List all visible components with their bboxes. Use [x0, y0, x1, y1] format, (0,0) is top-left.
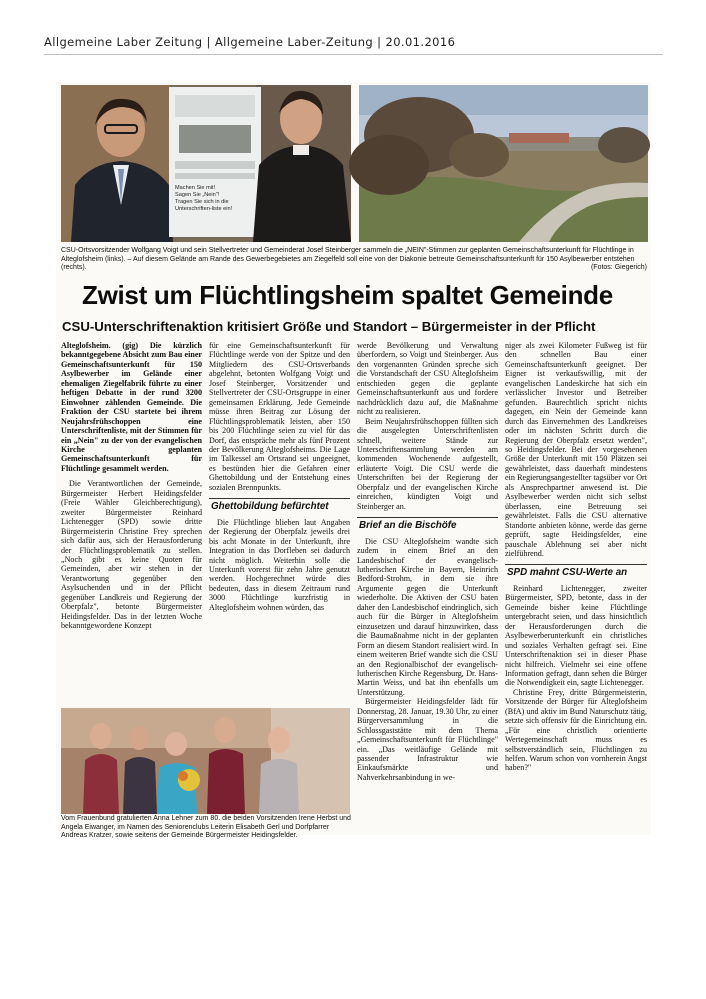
photo-building-site: [359, 85, 648, 242]
photo-birthday-group: [61, 708, 350, 814]
photo-caption-top-text: CSU-Ortsvorsitzender Wolfgang Voigt und sein Stellvertreter und Gemeinderat Josef Steinberger sammeln die „NEIN"-Stimmen zur geplanten Gemeinschaftsunterkunft für Flüchtlinge in Alteglofsheim (links). – Auf diesem Gelände am Rande des Gewerbegebietes am Ziegelfeld soll eine von der Diakonie betreute Gemeinschaftsunterkunft für 150 Asylbewerber entstehen (rechts).: [61, 247, 635, 272]
article-column-4: [505, 341, 647, 831]
photo-caption-top: [61, 247, 647, 273]
section-heading: Ghettobildung befürchtet: [209, 498, 350, 513]
photo-csu-politicians-graphic: [61, 85, 351, 242]
poster-line: Sagen Sie „Nein"!: [175, 192, 220, 198]
photo-credit: (Fotos: Giegerich): [590, 264, 647, 272]
section-heading: Brief an die Bischöfe: [357, 517, 498, 532]
page-header: Allgemeine Laber Zeitung | Allgemeine Laber-Zeitung | 20.01.2016: [44, 35, 456, 49]
article-paragraph: Die Flüchtlinge blieben laut Angaben der Regierung der Oberpfalz jeweils drei bis acht Monate in der Unterkunft, ihre Integration in das Dorfleben sei dadurch nicht möglich. Weiterhin solle die Unterkunft vorerst für zehn Jahre genutzt werden. Hochgerechnet würde dies bedeuten, dass in diesem Zeitraum rund 3000 Flüchtlinge kurzfristig in Alteglofsheim wohnen würden, das: [209, 517, 350, 612]
newspaper-clipping: [56, 82, 651, 840]
photo-csu-politicians: [61, 85, 351, 242]
article-lead: Alteglofsheim. (gig) Die kürzlich bekanntgegebene Absicht zum Bau einer Gemeinschaftsunterkunft für 150 Asylbewerber im Gelände einer ehemaligen Ziegelfabrik führte zu einer heftigen Debatte in der rund 3200 Einwohner zählenden Gemeinde. Die Fraktion der CSU startete bei ihrem Neujahrsfrühschoppen eine Unterschriftenliste, mit der Stimmen für ein „Nein" zu der von der evangelischen Kirche geplanten Gemeinschaftsunterkunft für Flüchtlinge gesammelt werden.: [61, 341, 202, 473]
article-paragraph: Die CSU Alteglofsheim wandte sich zudem in einem Brief an den Landesbischof der evangelisch-lutherischen Kirche in Bayern, Heinrich Bedford-Strohm, in dem sie ihre Argumente gegen die Unterkunft wiederholte. Die Aktiven der CSU baten daher den Landesbischof eindringlich, sich auch für die Bürger in Alteglofsheim einzusetzen und darauf hinzuwirken, dass die Baumaßnahme nicht in der geplanten Form an diesem Standort realisiert wird. In einem weiteren Brief wandte sich die CSU an den Regionalbischof der evangelisch-lutherischen Kirche Regensburg, Dr. Hans-Martin Weiss, und bat ihn ebenfalls um Unterstützung.: [357, 536, 498, 697]
article-paragraph: Bürgermeister Heidingsfelder lädt für Donnerstag, 28. Januar, 19.30 Uhr, zu einer Bürgerversammlung in die Schlossgaststätte mit dem Thema „Gemeinschaftsunterkunft für Flüchtlinge" ein. „Das weitläufige Gelände mit passender Infrastruktur wie Einkaufsmärkte und Nahverkehrsanbindung in we-: [357, 697, 498, 782]
article-paragraph: für eine Gemeinschaftsunterkunft für Flüchtlinge werde von der Spitze und den Mitgliedern des CSU-Ortsverbands abgelehnt, betonten Wolfgang Voigt und Josef Steinberger, Vorsitzender und Stellvertreter der CSU-Ortsgruppe in einer gemeinsamen Erklärung. Jede Gemeinde müsse ihren Beitrag zur Lösung der Flüchtlingsproblematik leisten, aber 150 bis 200 Flüchtlinge seien zu viel für das Dorf, das entspräche mehr als fünf Prozent der Bevölkerung Alteglofsheims. Die Lage im Talkessel am Ortsrand sei ungeeignet, es bestünden hier die Gefahren einer Ghettobildung und der Entstehung eines sozialen Brennpunkts.: [209, 341, 350, 492]
article-headline: Zwist um Flüchtlingsheim spaltet Gemeinde: [82, 280, 613, 310]
poster-line: Tragen Sie sich in die Unterschriften-liste ein!: [175, 199, 233, 212]
poster-line: Machen Sie mit!: [175, 185, 216, 191]
article-column-1: [61, 341, 202, 699]
article-paragraph: niger als zwei Kilometer Fußweg ist für den schnellen Bau einer Gemeinschaftsunterkunft geeignet. Der Eigner ist verkaufswillig, mit der evangelischen Landeskirche hat sich ein verlässlicher Investor und Betreiber gefunden. Baurechtlich spricht nichts dagegen, ein Nein der Gemeinde kann durch das Einvernehmen des Landkreises oder im nächsten Schritt durch die Regierung der Oberpfalz ersetzt werden", so Heidingsfelder. Bei der vorgesehenen Größe der Unterkunft mit 150 Plätzen sei gewährleistet, dass dauerhaft mindestens ein Regierungsangestellter tagsüber vor Ort als Ansprechpartner anwesend ist. Die Asylbewerber werden nicht sich selbst überlassen, eine Betreuung sei gewährleistet. Falls die CSU alternative Standorte anbieten könne, werde das gerne geprüft, sagte Heidingsfelder, eine pauschale Ablehnung sei aber nicht zielführend.: [505, 341, 647, 558]
article-paragraph: werde Bevölkerung und Verwaltung überfordern, so Voigt und Steinberger. Aus den vorgenannten Gründen spreche sich die Vorstandschaft der CSU Alteglofsheim entschieden gegen die geplante Gemeinschaftsunterkunft aus und fordere nachdrücklich dazu auf, die Maßnahme nicht zu realisieren.: [357, 341, 498, 417]
photo-caption-bottom-text: Vom Frauenbund gratulierten Anna Lehner zum 80. die beiden Vorsitzenden Irene Herbst und Angela Eiwanger, im Namen des Seniorenclubs Leiterin Elisabeth Gerl und Dorfpfarrer Andreas Kratzer, sowie seitens der Gemeinde Bürgermeister Heidingsfelder.: [61, 815, 351, 840]
article-paragraph: Beim Neujahrsfrühschoppen füllten sich die ausgelegten Unterschriftenlisten schnell, weitere Stände zur Unterschriftensammlung werden am kommenden Wochenende aufgestellt, erläuterte Voigt. Die CSU werde die Unterschriften bei der Regierung der Oberpfalz und der evangelischen Kirche einreichen, kündigten Voigt und Steinberger an.: [357, 416, 498, 511]
header-divider: [44, 54, 663, 55]
article-column-2: [209, 341, 350, 699]
article-column-3: [357, 341, 498, 831]
article-paragraph: Die Verantwortlichen der Gemeinde, Bürgermeister Herbert Heidingsfelder (Freie Wähler Gleichberechtigung), zweiter Bürgermeister Reinhard Lichtenegger (SPD) sowie dritte Bürgermeisterin Christine Frey sprechen sich dafür aus, sich der Herausforderung der Flüchtlingsproblematik zu stellen. „Noch gibt es keine Quoten für Gemeinden, aber wir stehen in der Verantwortung gegenüber den Asylsuchenden und in der Pflicht gegenüber Landkreis und Regierung der Oberpfalz", betonte Bürgermeister Heidingsfelder. Das in der letzten Woche bekanntgewordene Konzept: [61, 479, 202, 631]
article-paragraph: Reinhard Lichtenegger, zweiter Bürgermeister, SPD, betonte, dass in der Gemeinde bisher keine Flüchtlinge untergebracht seien, und dass hinsichtlich der Herausforderungen durch die Asylbewerberunterkunft ein christliches und soziales Verhalten gefragt sei. Eine Unterschriftenaktion sei in dieser Phase nicht hilfreich. Vielmehr sei eine offene Information gefragt, dann sehen die Bürger die Notwendigkeit ein, sagte Lichtenegger.: [505, 583, 647, 688]
article-subheadline: CSU-Unterschriftenaktion kritisiert Größe und Standort – Bürgermeister in der Pflicht: [62, 319, 596, 334]
section-heading: SPD mahnt CSU-Werte an: [505, 564, 647, 579]
article-paragraph: Christine Frey, dritte Bürgermeisterin, Vorsitzende der Bürger für Alteglofsheim (BfA) und aktiv im Bund Naturschutz tätig, setzte sich offensiv für die Einrichtung ein. „Für eine christlich orientierte Wertegemeinschaft muss es selbstverständlich sein, Flüchtlingen zu helfen. Warum schon von vornherein Angst haben?": [505, 687, 647, 773]
poster-text: [175, 185, 257, 213]
photo-caption-bottom: [61, 815, 351, 840]
photo-building-site-graphic: [359, 85, 648, 242]
photo-birthday-group-graphic: [61, 708, 350, 814]
